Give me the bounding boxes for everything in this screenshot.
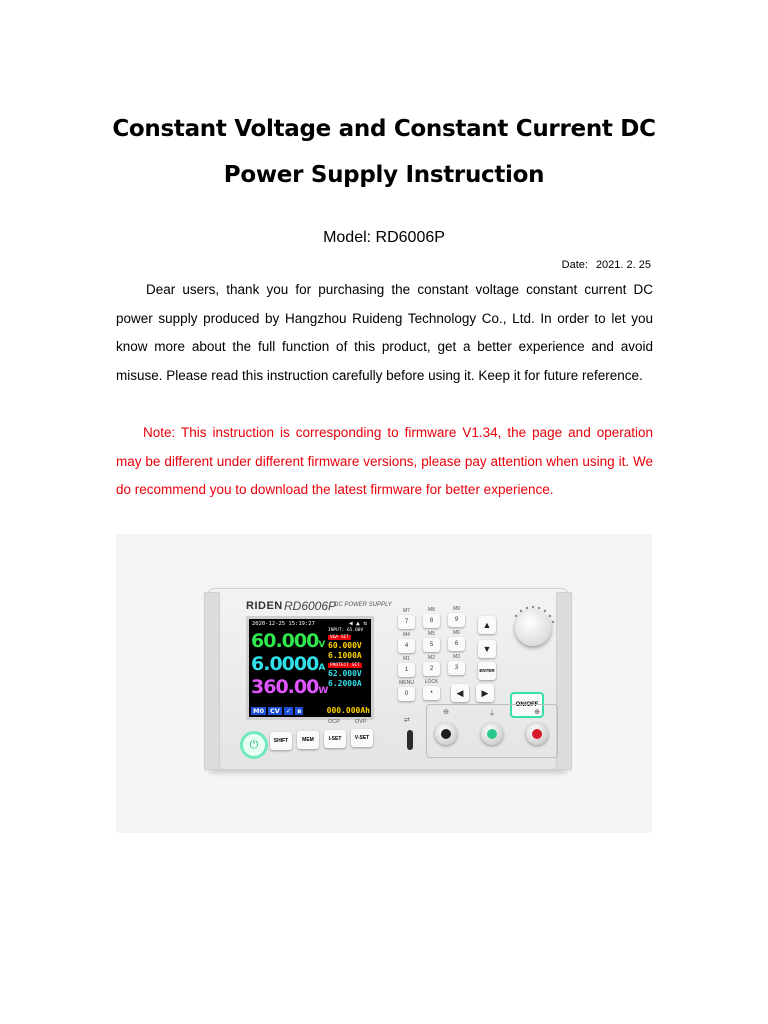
current-unit: A	[318, 663, 326, 673]
screen-protect-current: 6.2000A	[328, 679, 362, 688]
device-screen	[246, 616, 374, 720]
ocp-label: OCP	[328, 719, 340, 725]
model-line: Model: RD6006P	[323, 229, 445, 246]
intro-paragraph	[116, 276, 653, 390]
note-paragraph	[116, 419, 653, 505]
screen-set-voltage: 60.000V	[328, 641, 362, 650]
arrow-left-button[interactable]: ◀	[451, 684, 469, 702]
document-title-line-2: Power Supply Instruction	[223, 162, 545, 188]
date-label: Date:	[561, 259, 588, 271]
key-7[interactable]: 7	[398, 615, 415, 629]
screen-set-label: V&A SET	[330, 635, 349, 640]
screen-tag-memory: M0	[253, 706, 264, 715]
screen-status-icons: ◀ ▲ ⇆	[348, 620, 367, 627]
power-button[interactable]	[240, 731, 268, 759]
power-unit: W	[318, 686, 329, 696]
negative-terminal-symbol: ⊖	[443, 709, 449, 716]
shift-button[interactable]: SHIFT	[270, 732, 292, 750]
key-label-m9: M9	[453, 606, 460, 612]
screen-set-current: 6.1000A	[328, 651, 362, 660]
product-photo	[116, 534, 652, 833]
key-5[interactable]: 5	[423, 638, 440, 652]
key-0[interactable]: 0	[398, 687, 415, 701]
key-label-menu: MENU	[399, 680, 414, 686]
key-6[interactable]: 6	[448, 637, 465, 651]
key-label-lock: LOCK	[424, 679, 439, 685]
screen-voltage	[251, 630, 325, 652]
key-1[interactable]: 1	[398, 663, 415, 677]
arrow-right-button[interactable]: ▶	[476, 684, 494, 702]
usb-c-port[interactable]	[407, 730, 413, 750]
date-line	[562, 259, 651, 271]
key-3[interactable]: 3	[448, 661, 465, 675]
output-terminal-panel	[426, 704, 558, 758]
key-4[interactable]: 4	[398, 639, 415, 653]
mem-button[interactable]: MEM	[297, 731, 319, 749]
ground-terminal-symbol: ⏚	[488, 710, 496, 717]
usb-icon: ⇄	[404, 717, 410, 724]
device-supply-mark: DC POWER SUPPLY	[334, 602, 392, 608]
ovp-label: OVP	[355, 719, 367, 725]
key-label-m1: M1	[403, 656, 410, 662]
device-left-flank	[204, 592, 220, 770]
key-9[interactable]: 9	[448, 613, 465, 627]
v-set-button[interactable]: V-SET	[351, 729, 373, 747]
screen-protect-voltage: 62.000V	[328, 669, 362, 678]
key-label-m7: M7	[403, 608, 410, 614]
ground-terminal[interactable]	[481, 723, 503, 745]
positive-terminal-symbol: ⊕	[534, 709, 540, 716]
intro-text: Dear users, thank you for purchasing the constant voltage constant current DC power supply produced by Hangzhou Ruideng Technology Co., Ltd. In order to let you know more about the full function of this product, get a better experience and avoid misuse. Please read this instruction carefully before using it. Keep it for future reference.	[116, 282, 653, 383]
voltage-value: 60.000	[251, 630, 319, 652]
device-right-flank	[556, 592, 572, 770]
note-text: Note: This instruction is corresponding to firmware V1.34, the page and operation may be different under different firmware versions, please pay attention when using it. We do recommend you to download the latest firmware for better experience.	[116, 425, 653, 498]
brand-logo: RIDEN	[246, 600, 283, 612]
key-2[interactable]: 2	[423, 662, 440, 676]
screen-protect-label: PROTECT SET	[330, 663, 360, 668]
adjust-knob[interactable]	[515, 610, 551, 646]
positive-terminal[interactable]	[526, 723, 548, 745]
onoff-button[interactable]: ON/OFF	[510, 692, 544, 718]
screen-input-label: INPUT: 65.00V	[328, 628, 364, 633]
screen-tag-mode: CV	[270, 706, 280, 715]
voltage-unit: V	[318, 640, 326, 650]
screen-bottom-bar	[249, 704, 373, 717]
screen-current	[251, 653, 325, 675]
key-8[interactable]: 8	[423, 614, 440, 628]
negative-terminal[interactable]	[435, 723, 457, 745]
document-title-line-1: Constant Voltage and Constant Current DC	[112, 116, 656, 142]
i-set-button[interactable]: I-SET	[324, 730, 346, 748]
screen-power	[251, 676, 328, 698]
key-dot[interactable]: •	[423, 686, 440, 700]
screen-bluetooth-icon: ʙ	[297, 706, 302, 715]
date-value: 2021. 2. 25	[595, 259, 651, 271]
key-label-m4: M4	[403, 632, 410, 638]
power-value: 360.00	[251, 676, 319, 698]
enter-button[interactable]: ENTER	[478, 662, 496, 680]
screen-capacity: 000.000Ah	[326, 706, 370, 715]
key-label-m5: M5	[428, 631, 435, 637]
key-label-m6: M6	[453, 630, 460, 636]
current-value: 6.0000	[251, 653, 319, 675]
key-label-m2: M2	[428, 655, 435, 661]
screen-datetime: 2020-12-25 15:19:27	[252, 621, 315, 627]
power-icon: ⏻	[249, 739, 259, 751]
device-model-mark: RD6006P	[284, 599, 337, 613]
key-label-m3: M3	[453, 654, 460, 660]
arrow-down-button[interactable]: ▼	[478, 640, 496, 658]
key-label-m8: M8	[428, 607, 435, 613]
power-supply-device	[208, 588, 568, 770]
arrow-up-button[interactable]: ▲	[478, 616, 496, 634]
screen-check-icon: ✓	[285, 706, 292, 715]
